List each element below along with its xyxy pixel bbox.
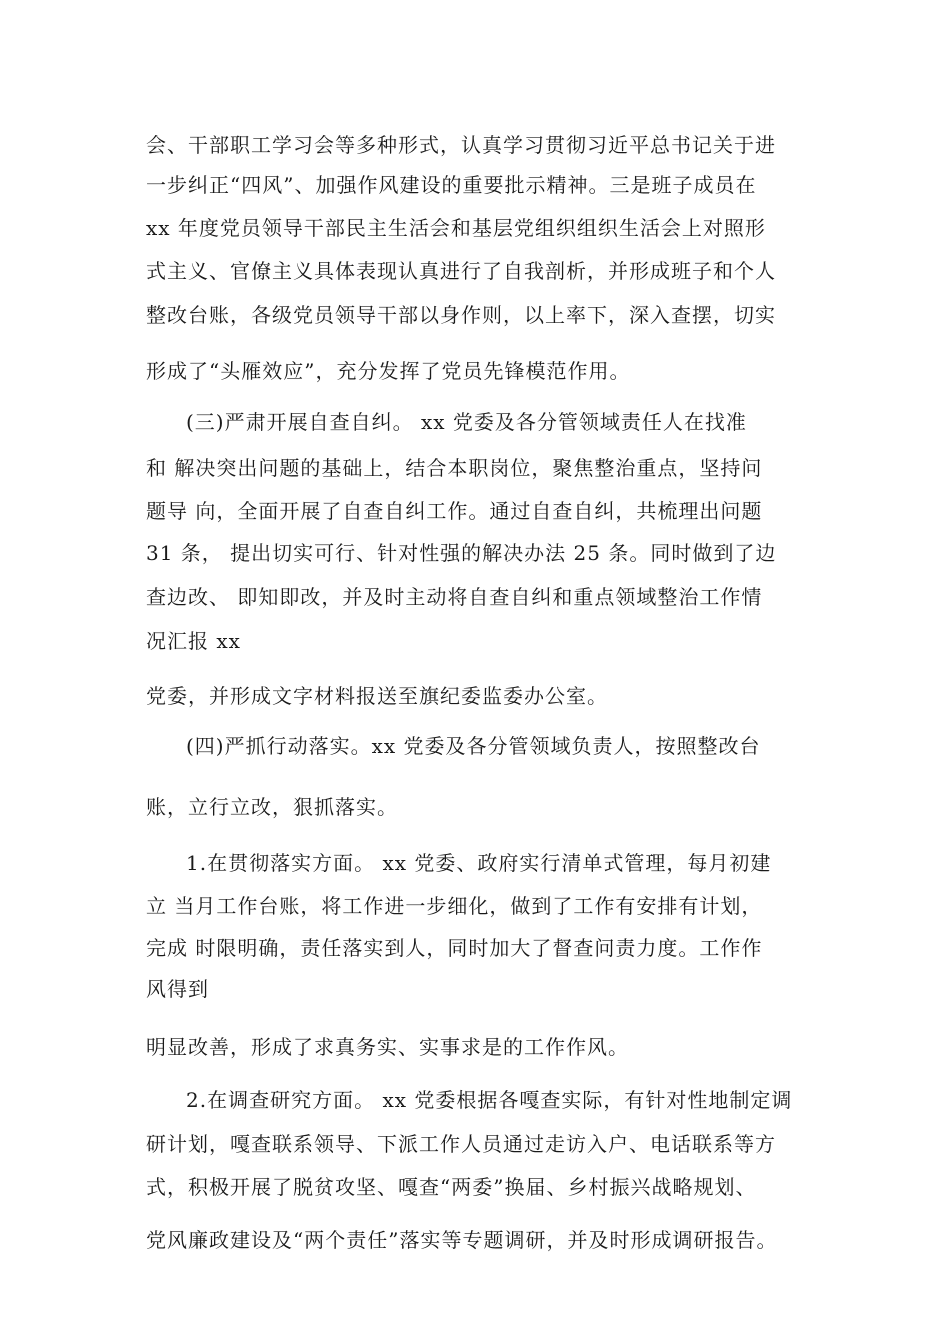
paragraph-line: 党风廉政建设及“两个责任”落实等专题调研，并及时形成调研报告。 [146,1228,778,1252]
paragraph-line: 会、干部职工学习会等多种形式，认真学习贯彻习近平总书记关于进 [146,133,776,157]
subsection-heading-2: 2.在调查研究方面。 xx 党委根据各嘎查实际，有针对性地制定调 [186,1088,793,1112]
paragraph-line: 题导 向，全面开展了自查自纠工作。通过自查自纠，共梳理出问题 [146,499,763,523]
subsection-heading-1: 1.在贯彻落实方面。 xx 党委、政府实行清单式管理，每月初建 [186,851,772,875]
paragraph-line: 立 当月工作台账，将工作进一步细化，做到了工作有安排有计划， [146,894,763,918]
paragraph-line: 明显改善，形成了求真务实、实事求是的工作作风。 [146,1035,629,1059]
paragraph-line: 整改台账，各级党员领导干部以身作则，以上率下，深入查摆，切实 [146,303,776,327]
section-heading-3: (三)严肃开展自查自纠。 xx 党委及各分管领域责任人在找准 [186,410,747,434]
paragraph-line: xx 年度党员领导干部民主生活会和基层党组织组织生活会上对照形 [146,216,766,240]
paragraph-line: 式，积极开展了脱贫攻坚、嘎查“两委”换届、乡村振兴战略规划、 [146,1175,757,1199]
paragraph-line: 账，立行立改，狠抓落实。 [146,795,398,819]
paragraph-line: 研计划，嘎查联系领导、下派工作人员通过走访入户、电话联系等方 [146,1132,776,1156]
paragraph-line: 和 解决突出问题的基础上，结合本职岗位，聚焦整治重点，坚持问 [146,456,763,480]
paragraph-line: 一步纠正“四风”、加强作风建设的重要批示精神。三是班子成员在 [146,173,757,197]
paragraph-line: 党委，并形成文字材料报送至旗纪委监委办公室。 [146,684,608,708]
section-heading-4: (四)严抓行动落实。xx 党委及各分管领域负责人，按照整改台 [186,734,761,758]
paragraph-line: 31 条， 提出切实可行、针对性强的解决办法 25 条。同时做到了边 [146,541,777,565]
paragraph-line: 查边改、 即知即改，并及时主动将自查自纠和重点领域整治工作情 [146,585,763,609]
paragraph-line: 风得到 [146,977,209,1001]
paragraph-line: 况汇报 xx [146,629,241,653]
paragraph-line: 完成 时限明确，责任落实到人，同时加大了督查问责力度。工作作 [146,936,763,960]
paragraph-line: 形成了“头雁效应”，充分发挥了党员先锋模范作用。 [146,359,631,383]
paragraph-line: 式主义、官僚主义具体表现认真进行了自我剖析，并形成班子和个人 [146,259,776,283]
